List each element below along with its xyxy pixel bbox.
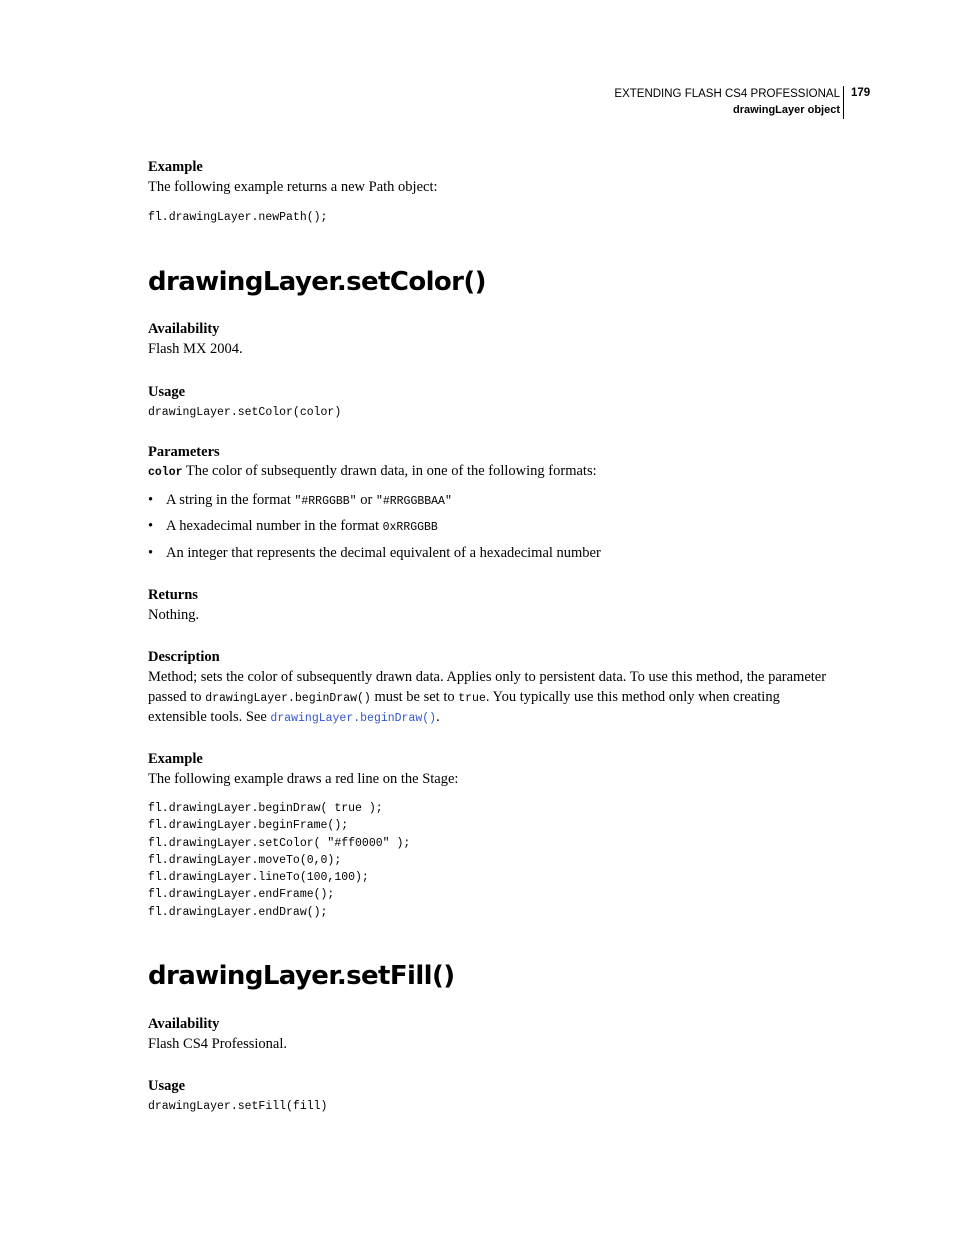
setfill-heading: drawingLayer.setFill() [148, 961, 455, 991]
section-title: drawingLayer object [733, 104, 840, 116]
list-text: A hexadecimal number in the format [166, 518, 383, 534]
bullet-icon: • [148, 492, 154, 508]
intro-example-code: fl.drawingLayer.newPath(); [148, 211, 328, 224]
description-text: . [436, 709, 440, 725]
list-text: An integer that represents the decimal equivalent of a hexadecimal number [166, 545, 601, 561]
setcolor-parameter [148, 462, 597, 483]
setfill-usage-label: Usage [148, 1078, 186, 1094]
setfill-availability: Flash CS4 Professional. [148, 1036, 287, 1052]
setcolor-example-label: Example [148, 751, 203, 767]
code-rrggbbaa: "#RRGGBBAA" [375, 495, 452, 508]
description-code: drawingLayer.beginDraw() [205, 691, 371, 705]
begindraw-link[interactable]: drawingLayer.beginDraw() [270, 712, 437, 725]
setcolor-availability: Flash MX 2004. [148, 341, 243, 357]
page-number: 179 [851, 87, 871, 99]
code-line: fl.drawingLayer.endFrame(); [148, 888, 335, 902]
setcolor-example-code [148, 800, 410, 921]
description-text: must be set to [370, 688, 459, 705]
description-code: true [458, 691, 486, 705]
setcolor-availability-label: Availability [148, 321, 220, 337]
setcolor-description [148, 668, 840, 729]
setcolor-returns: Nothing. [148, 607, 200, 623]
setfill-availability-label: Availability [148, 1016, 220, 1032]
intro-example-text: The following example returns a new Path object: [148, 179, 438, 195]
code-hex: 0xRRGGBB [382, 521, 438, 534]
setcolor-usage: drawingLayer.setColor(color) [148, 406, 342, 419]
code-line: fl.drawingLayer.lineTo(100,100); [148, 871, 369, 885]
setcolor-parameters-label: Parameters [148, 444, 220, 460]
bullet-icon: • [148, 545, 154, 561]
setcolor-description-label: Description [148, 649, 220, 665]
code-line: fl.drawingLayer.setColor( "#ff0000" ); [148, 836, 411, 850]
code-line: fl.drawingLayer.moveTo(0,0); [148, 853, 342, 867]
book-title: EXTENDING FLASH CS4 PROFESSIONAL [614, 88, 840, 100]
header-divider [843, 86, 844, 119]
code-line: fl.drawingLayer.endDraw(); [148, 905, 328, 919]
code-line: fl.drawingLayer.beginDraw( true ); [148, 802, 383, 815]
bullet-icon: • [148, 518, 154, 534]
setcolor-heading: drawingLayer.setColor() [148, 267, 486, 297]
setcolor-usage-label: Usage [148, 384, 186, 400]
running-header [614, 86, 840, 118]
setcolor-example-text: The following example draws a red line on the Stage: [148, 771, 459, 787]
param-description: The color of subsequently drawn data, in one of the following formats: [185, 463, 597, 479]
setfill-usage: drawingLayer.setFill(fill) [148, 1100, 328, 1113]
description-text: Method; sets the color of subsequently drawn data. Applies only to persistent data. To use this method, the parameter passed to [148, 669, 827, 705]
setcolor-returns-label: Returns [148, 587, 198, 603]
param-name: color [148, 466, 183, 479]
code-line: fl.drawingLayer.beginFrame(); [148, 819, 349, 833]
list-text: or [356, 492, 376, 508]
description-text: . You typically use this method only when creating extensible tools. See [148, 688, 780, 725]
intro-example-label: Example [148, 159, 203, 175]
code-rrggbb: "#RRGGBB" [294, 495, 357, 508]
list-text: A string in the format [166, 492, 295, 508]
